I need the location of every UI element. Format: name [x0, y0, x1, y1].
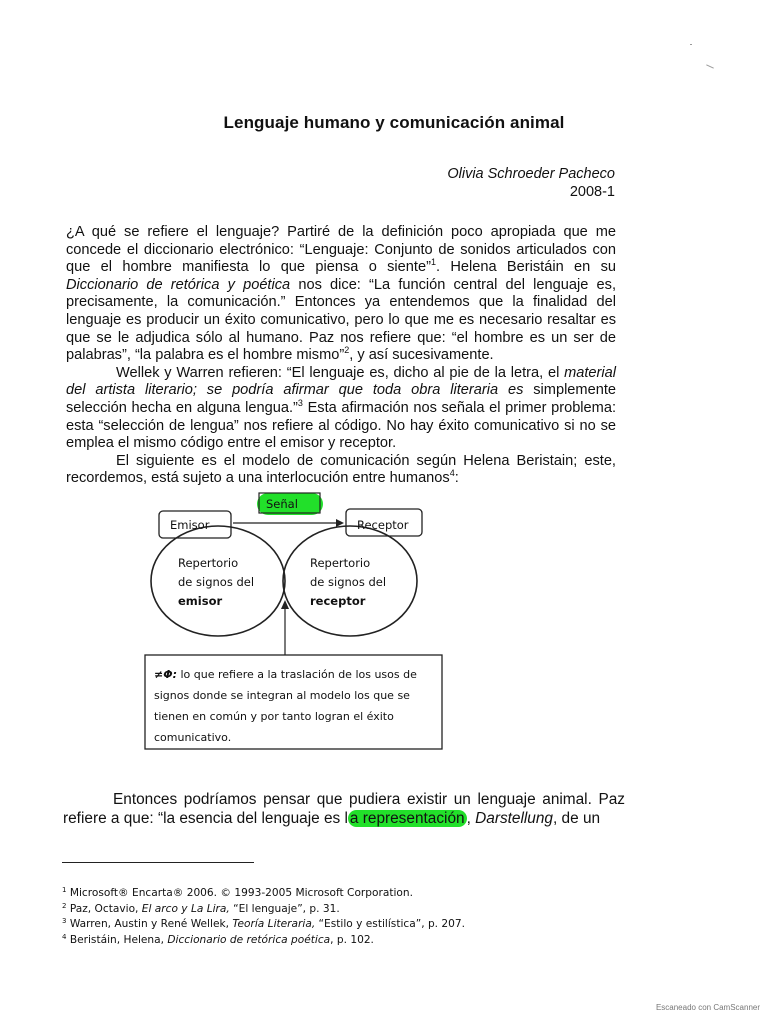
- footnotes: [62, 886, 562, 948]
- paragraph-1: ¿A qué se refiere el lenguaje? Partiré de la definición poco apropiada que me concede el diccionario electrónico: “Lenguaje: Conjunto de sonidos articulados con que el hombre manifiesta lo que piensa o siente”$^1$. Helena Beristáin en su Diccionario de retórica y poética nos dice: “La función central del lenguaje es, precisamente, la comunicación.” Entonces ya entendemos que la finalidad del lenguaje es producir un éxito comunicativo, pero lo que me es necesario resaltar es que se le adjudica sólo al humano. Paz nos refiere que: “el hombre es un ser de palabras”, “la palabra es el hombre mismo”$^2$, y así sucesivamente.: [66, 224, 617, 364]
- signal-label: Señal: [266, 497, 298, 511]
- footnote-ref-2: 2: [344, 345, 350, 356]
- footnote-4: $^4$ Beristáin, Helena, Diccionario de retórica poética, p. 102.: [62, 932, 374, 946]
- term: 2008-1: [569, 184, 615, 200]
- paragraph-3: El siguiente es el modelo de comunicación según Helena Beristain; este, recordemos, está sujeto a una interlocución entre humanos$^4$:: [66, 452, 616, 487]
- darstellung-term: Darstellung: [475, 810, 553, 827]
- document-title: Lenguaje humano y comunicación animal: [223, 113, 565, 132]
- scan-speck: [706, 64, 714, 68]
- intersection-symbol: ≠Φ:: [154, 668, 177, 681]
- author-block: [447, 165, 615, 201]
- footnote-3: $^3$ Warren, Austin y René Wellek, Teoría Literaria, “Estilo y estilística”, p. 207.: [62, 917, 466, 930]
- receiver-label: Receptor: [357, 518, 409, 532]
- paragraph-2: Wellek y Warren refieren: “El lenguaje es, dicho al pie de la letra, el material del artista literario; se podría afirmar que toda obra literaria es simplemente selección hecha en alguna lengua.”$^3$ Esta afirmación nos señala el primer problema: esta “selección de lengua” nos refiere al código. No hay éxito comunicativo si no se emplea el mismo código entre el emisor y receptor.: [66, 364, 616, 452]
- footnote-ref-3: 3: [297, 397, 303, 408]
- scan-speck: [690, 44, 692, 45]
- lower-paragraph: Entonces podríamos pensar que pudiera existir un lenguaje animal. Paz refiere a que: “la esencia del lenguaje es l a representación , Darstellung, de un: [63, 791, 625, 827]
- receiver-repertoire: Repertorio de signos del receptor: [310, 556, 387, 608]
- sender-repertoire: Repertorio de signos del emisor: [178, 556, 255, 608]
- sender-label: Emisor: [170, 518, 210, 532]
- footnote-2: $^2$ Paz, Octavio, El arco y La Lira, “El lenguaje”, p. 31.: [62, 901, 340, 915]
- quote-italic: material del artista literario; se podría afirmar que toda obra literaria es: [66, 364, 616, 399]
- communication-model-diagram: [130, 490, 450, 760]
- scanner-watermark: Escaneado con CamScanner: [655, 1003, 760, 1012]
- intersection-description: ≠Φ: lo que refiere a la traslación de los usos de signos donde se integran al modelo los que se tienen en común y por tanto logran el éxito comunicativo.: [154, 668, 417, 744]
- footnote-ref-1: 1: [430, 257, 436, 268]
- footnote-1: $^1$ Microsoft® Encarta® 2006. © 1993-2005 Microsoft Corporation.: [62, 886, 413, 899]
- author-name: Olivia Schroeder Pacheco: [447, 166, 615, 182]
- body-text: [66, 224, 616, 488]
- highlighted-phrase: a representación: [349, 810, 465, 827]
- dictionary-title: Diccionario de retórica y poética: [66, 276, 291, 293]
- footnote-ref-4: 4: [449, 468, 455, 479]
- footnote-divider: [62, 862, 254, 863]
